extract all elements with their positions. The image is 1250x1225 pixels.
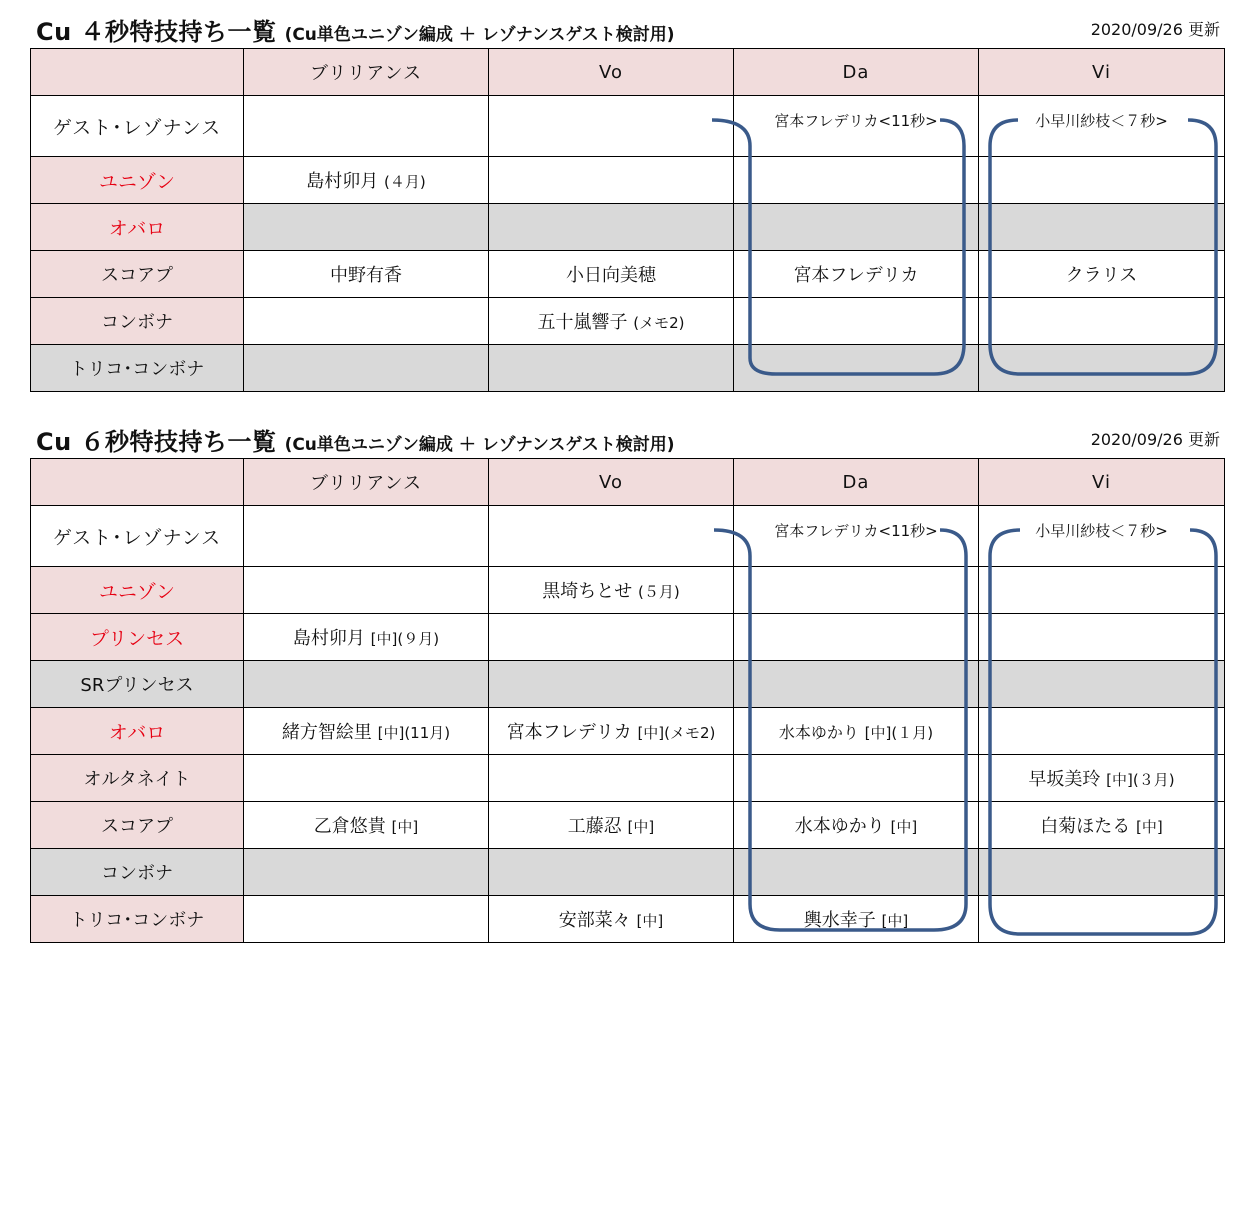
table-cell <box>734 345 979 392</box>
idol-name: 五十嵐響子 <box>537 312 628 333</box>
updated-date: 2020/09/26 更新 <box>1090 20 1220 39</box>
table-cell <box>489 802 734 849</box>
table-cell <box>734 708 979 755</box>
idol-name: 島村卯月 <box>292 628 365 649</box>
skill-table-wrap <box>30 458 1224 943</box>
table-cell <box>244 708 489 755</box>
row-label: コンボナ <box>31 298 244 345</box>
table-cell <box>244 567 489 614</box>
table-cell <box>489 96 734 157</box>
row-label: オルタネイト <box>31 755 244 802</box>
row-label: トリコ･コンボナ <box>31 896 244 943</box>
idol-name: 黒埼ちとせ <box>542 581 633 602</box>
table-row <box>31 802 1225 849</box>
row-label: スコアプ <box>31 802 244 849</box>
idol-name: 緒方智絵里 <box>281 722 372 743</box>
idol-name: 水本ゆかり <box>794 816 885 837</box>
table-cell <box>489 345 734 392</box>
corner-cell <box>31 459 244 506</box>
idol-name: 宮本フレデリカ <box>793 265 919 286</box>
table-cell <box>979 849 1225 896</box>
guest-da: 宮本フレデリカ<11秒> <box>734 506 979 567</box>
table-cell <box>734 661 979 708</box>
col-header-brilliance: ブリリアンス <box>244 49 489 96</box>
table-cell <box>734 567 979 614</box>
table-cell <box>244 896 489 943</box>
corner-cell <box>31 49 244 96</box>
guest-row <box>31 506 1225 567</box>
table-cell <box>244 506 489 567</box>
row-label: オバロ <box>31 204 244 251</box>
row-label: コンボナ <box>31 849 244 896</box>
col-header-vo: Vo <box>489 49 734 96</box>
cell-note: [中](メモ2) <box>637 724 716 742</box>
section-title: Cu ４秒特技持ち一覧 (Cu単色ユニゾン編成 ＋ レゾナンスゲスト検討用) <box>36 18 675 46</box>
section-title: Cu ６秒特技持ち一覧 (Cu単色ユニゾン編成 ＋ レゾナンスゲスト検討用) <box>36 428 675 456</box>
table-cell <box>979 251 1225 298</box>
table-cell <box>489 755 734 802</box>
idol-name: 早坂美玲 <box>1028 769 1101 790</box>
table-row <box>31 614 1225 661</box>
table-cell <box>244 614 489 661</box>
table-cell <box>734 614 979 661</box>
table-cell <box>244 345 489 392</box>
table-cell <box>489 567 734 614</box>
row-label: プリンセス <box>31 614 244 661</box>
table-cell <box>979 614 1225 661</box>
cell-note: [中](３月) <box>1106 771 1175 789</box>
table-cell <box>979 708 1225 755</box>
table-cell <box>489 708 734 755</box>
table-row <box>31 849 1225 896</box>
table-cell <box>489 298 734 345</box>
table-cell <box>489 614 734 661</box>
table-cell <box>244 157 489 204</box>
table-cell <box>244 661 489 708</box>
cell-note: [中](１月) <box>864 723 934 742</box>
guest-row <box>31 96 1225 157</box>
table-row <box>31 661 1225 708</box>
table-row <box>31 755 1225 802</box>
table-cell <box>979 345 1225 392</box>
col-header-vi: Vi <box>979 459 1225 506</box>
idol-name: クラリス <box>1065 265 1138 286</box>
table-cell <box>979 661 1225 708</box>
column-header-row <box>31 459 1225 506</box>
idol-name: 島村卯月 <box>306 171 379 192</box>
table-cell <box>979 755 1225 802</box>
table-cell <box>489 896 734 943</box>
table-cell <box>244 802 489 849</box>
cell-note: (４月) <box>384 173 426 191</box>
skill-table <box>30 458 1225 943</box>
table-cell <box>979 802 1225 849</box>
cell-note: [中] <box>1136 818 1163 836</box>
table-cell <box>244 96 489 157</box>
section-6sec <box>30 418 1224 943</box>
cell-note: [中] <box>391 818 419 836</box>
cell-note: (メモ2) <box>633 314 685 332</box>
table-row <box>31 204 1225 251</box>
cell-note: [中] <box>890 818 918 836</box>
col-header-da: Da <box>734 49 979 96</box>
section-subtitle: (Cu単色ユニゾン編成 ＋ レゾナンスゲスト検討用) <box>284 435 675 455</box>
row-label: スコアプ <box>31 251 244 298</box>
updated-date: 2020/09/26 更新 <box>1090 430 1220 449</box>
table-row <box>31 896 1225 943</box>
row-label: ユニゾン <box>31 157 244 204</box>
table-cell <box>734 251 979 298</box>
table-cell <box>979 567 1225 614</box>
idol-name: 小日向美穂 <box>566 265 656 286</box>
table-cell <box>244 755 489 802</box>
table-cell <box>489 506 734 567</box>
table-cell <box>734 298 979 345</box>
col-header-vo: Vo <box>489 459 734 506</box>
idol-name: 中野有香 <box>330 265 402 286</box>
table-cell <box>734 802 979 849</box>
table-row <box>31 708 1225 755</box>
cell-note: [中] <box>627 818 655 836</box>
row-label: オバロ <box>31 708 244 755</box>
idol-name: 輿水幸子 <box>803 910 876 931</box>
table-cell <box>979 157 1225 204</box>
idol-name: 安部菜々 <box>558 910 631 931</box>
table-cell <box>244 298 489 345</box>
table-row <box>31 298 1225 345</box>
table-row <box>31 157 1225 204</box>
guest-vi: 小早川紗枝＜７秒> <box>979 506 1225 567</box>
table-row <box>31 567 1225 614</box>
table-cell <box>244 204 489 251</box>
table-cell <box>489 157 734 204</box>
skill-table <box>30 48 1225 392</box>
cell-note: [中](９月) <box>370 630 440 648</box>
idol-name: 宮本フレデリカ <box>506 722 632 743</box>
table-cell <box>734 204 979 251</box>
guest-label: ゲスト･レゾナンス <box>31 506 244 567</box>
column-header-row <box>31 49 1225 96</box>
skill-table-wrap <box>30 48 1224 392</box>
table-cell <box>979 204 1225 251</box>
guest-da: 宮本フレデリカ<11秒> <box>734 96 979 157</box>
row-label: トリコ･コンボナ <box>31 345 244 392</box>
guest-label: ゲスト･レゾナンス <box>31 96 244 157</box>
section-subtitle: (Cu単色ユニゾン編成 ＋ レゾナンスゲスト検討用) <box>284 25 675 45</box>
table-cell <box>489 251 734 298</box>
col-header-brilliance: ブリリアンス <box>244 459 489 506</box>
table-cell <box>734 157 979 204</box>
table-cell <box>734 849 979 896</box>
section-4sec <box>30 8 1224 392</box>
table-cell <box>244 251 489 298</box>
section-header <box>30 418 1224 458</box>
cell-note: [中] <box>636 912 664 930</box>
row-label: ユニゾン <box>31 567 244 614</box>
table-cell <box>734 755 979 802</box>
table-cell <box>734 896 979 943</box>
idol-name: 乙倉悠貴 <box>313 816 386 837</box>
table-cell <box>489 204 734 251</box>
table-cell <box>979 298 1225 345</box>
idol-name: 白菊ほたる <box>1040 816 1131 837</box>
cell-note: (５月) <box>638 583 680 601</box>
row-label: SRプリンセス <box>31 661 244 708</box>
idol-name: 水本ゆかり <box>778 722 859 742</box>
table-row <box>31 345 1225 392</box>
col-header-vi: Vi <box>979 49 1225 96</box>
table-row <box>31 251 1225 298</box>
cell-note: [中](11月) <box>377 724 451 742</box>
table-cell <box>489 849 734 896</box>
guest-vi: 小早川紗枝＜７秒> <box>979 96 1225 157</box>
table-cell <box>489 661 734 708</box>
idol-name: 工藤忍 <box>567 816 622 837</box>
col-header-da: Da <box>734 459 979 506</box>
table-cell <box>244 849 489 896</box>
section-header <box>30 8 1224 48</box>
table-cell <box>979 896 1225 943</box>
cell-note: [中] <box>881 912 909 930</box>
